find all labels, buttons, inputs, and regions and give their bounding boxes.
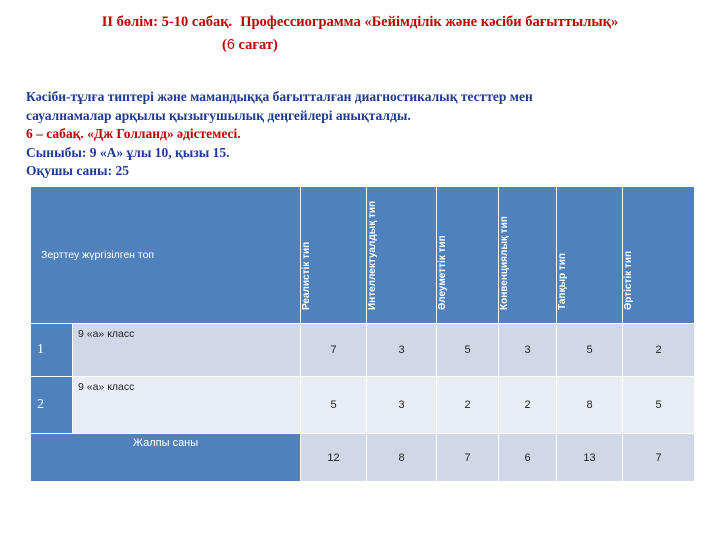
cell-value: 5 bbox=[301, 377, 367, 434]
col-header-1-text: Реалистік тип bbox=[301, 241, 312, 310]
col-header-2 bbox=[367, 187, 437, 324]
col-header-4 bbox=[499, 187, 557, 324]
col-header-6-text: Әртістік тип bbox=[623, 250, 634, 310]
cell-value: 8 bbox=[557, 377, 623, 434]
info-line-2: сауалнамалар арқылы қызығушылық деңгейлері анықталды. bbox=[26, 107, 411, 123]
hours-label: сағат) bbox=[234, 37, 278, 53]
section-label: ІІ бөлім: 5-10 сабақ. bbox=[101, 14, 233, 30]
col-header-5-text: Тапқыр тип bbox=[557, 253, 568, 310]
cell-value: 2 bbox=[437, 377, 499, 434]
total-row bbox=[31, 434, 695, 482]
table-row bbox=[31, 324, 695, 377]
cell-value: 3 bbox=[499, 324, 557, 377]
hours-number: 6 bbox=[226, 37, 235, 53]
group-header: Зерттеу жүргізілген топ bbox=[31, 187, 301, 324]
total-value: 7 bbox=[437, 434, 499, 482]
table-row bbox=[31, 377, 695, 434]
section-title bbox=[0, 14, 720, 31]
total-value: 7 bbox=[623, 434, 695, 482]
row-index: 1 bbox=[31, 324, 73, 377]
info-students: Оқушы саны: 25 bbox=[26, 163, 129, 178]
program-title: Профессиограмма «Бейімділік және кәсіби бағыттылық» bbox=[240, 14, 619, 30]
cell-value: 5 bbox=[623, 377, 695, 434]
col-header-3 bbox=[437, 187, 499, 324]
total-label: Жалпы саны bbox=[31, 434, 301, 482]
info-lesson: 6 – сабақ. «Дж Голланд» әдістемесі. bbox=[26, 126, 241, 141]
col-header-1 bbox=[301, 187, 367, 324]
col-header-5 bbox=[557, 187, 623, 324]
hours-open: ( bbox=[222, 37, 227, 53]
cell-value: 7 bbox=[301, 324, 367, 377]
info-class: Сыныбы: 9 «А» ұлы 10, қызы 15. bbox=[26, 144, 230, 160]
cell-value: 5 bbox=[437, 324, 499, 377]
total-value: 12 bbox=[301, 434, 367, 482]
col-header-2-text: Интеллектуалдық тип bbox=[367, 200, 378, 310]
results-table bbox=[30, 186, 695, 482]
hours-subtitle bbox=[222, 37, 278, 54]
col-header-6 bbox=[623, 187, 695, 324]
col-header-3-text: Әлеуметтік тип bbox=[437, 235, 448, 310]
cell-value: 2 bbox=[623, 324, 695, 377]
info-block bbox=[26, 88, 533, 181]
cell-value: 2 bbox=[499, 377, 557, 434]
row-class: 9 «а» класс bbox=[73, 324, 301, 377]
total-value: 6 bbox=[499, 434, 557, 482]
col-header-4-text: Конвенциялық тип bbox=[499, 216, 510, 310]
total-value: 8 bbox=[367, 434, 437, 482]
cell-value: 3 bbox=[367, 377, 437, 434]
cell-value: 5 bbox=[557, 324, 623, 377]
row-index: 2 bbox=[31, 377, 73, 434]
info-line-1: Кәсіби-тұлға типтері және мамандыққа бағытталған диагностикалық тесттер мен bbox=[26, 89, 533, 104]
row-class: 9 «а» класс bbox=[73, 377, 301, 434]
total-value: 13 bbox=[557, 434, 623, 482]
cell-value: 3 bbox=[367, 324, 437, 377]
